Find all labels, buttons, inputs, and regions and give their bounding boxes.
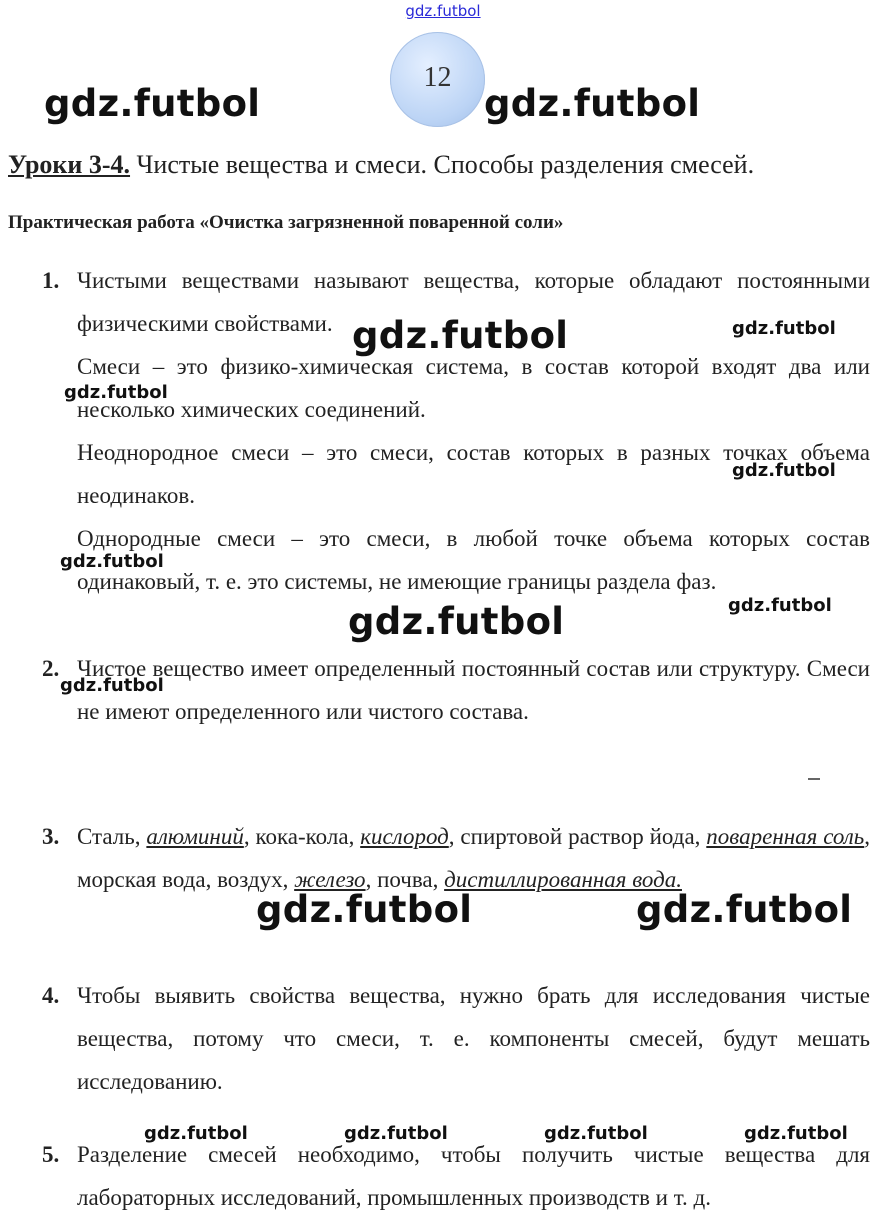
list-item-1 bbox=[42, 259, 870, 603]
pure-substance: железо bbox=[294, 867, 366, 892]
substance: спиртовой раствор йода bbox=[460, 824, 695, 849]
watermark: gdz.futbol bbox=[60, 551, 164, 572]
watermark: gdz.futbol bbox=[352, 314, 569, 357]
paragraph: Однородные смеси – это смеси, в любой точке объема которых состав одинаковый, т. е. это системы, не имеющие границы раздела фаз. bbox=[77, 526, 870, 594]
substances-list: Сталь, алюминий, кока-кола, кислород, спиртовой раствор йода, поваренная соль, морская вода, воздух, железо, почва, дистиллированная вода. bbox=[77, 824, 871, 892]
stray-mark bbox=[808, 778, 820, 780]
pure-substance: алюминий bbox=[146, 824, 244, 849]
list-item-5 bbox=[42, 1133, 870, 1219]
watermark: gdz.futbol bbox=[732, 460, 836, 481]
paragraph: Смеси – это физико-химическая система, в состав которой входят два или несколько химических соединений. bbox=[77, 354, 870, 422]
paragraph: Разделение смесей необходимо, чтобы получить чистые вещества для лабораторных исследований, промышленных производств и т. д. bbox=[77, 1142, 870, 1210]
watermark: gdz.futbol bbox=[732, 318, 836, 339]
watermark: gdz.futbol bbox=[728, 595, 832, 616]
paragraph: Чтобы выявить свойства вещества, нужно брать для исследования чистые вещества, потому что смеси, т. е. компоненты смесей, будут мешать исследованию. bbox=[77, 983, 870, 1094]
lesson-label: Уроки 3-4. bbox=[8, 150, 131, 179]
item-number: 3. bbox=[42, 824, 60, 849]
watermark: gdz.futbol bbox=[348, 600, 565, 643]
practical-work-title: Практическая работа «Очистка загрязненной поваренной соли» bbox=[8, 212, 564, 233]
item-number: 4. bbox=[42, 983, 60, 1008]
list-item-2 bbox=[42, 647, 870, 733]
watermark: gdz.futbol bbox=[60, 675, 164, 696]
item-number: 5. bbox=[42, 1142, 60, 1167]
pure-substance: дистиллированная вода. bbox=[444, 867, 682, 892]
page-number: 12 bbox=[423, 62, 452, 93]
item-number: 1. bbox=[42, 268, 60, 293]
watermark: gdz.futbol bbox=[544, 1123, 648, 1144]
watermark: gdz.futbol bbox=[744, 1123, 848, 1144]
paragraph: Неоднородное смеси – это смеси, состав которых в разных точках объема неодинаков. bbox=[77, 440, 870, 508]
watermark: gdz.futbol bbox=[484, 82, 701, 125]
substance: Сталь bbox=[77, 824, 135, 849]
substance: воздух bbox=[217, 867, 283, 892]
paragraph: Чистое вещество имеет определенный постоянный состав или структуру. Смеси не имеют определенного или чистого состава. bbox=[77, 656, 870, 724]
watermark: gdz.futbol bbox=[256, 888, 473, 931]
list-item-4 bbox=[42, 974, 870, 1103]
item-number: 2. bbox=[42, 656, 60, 681]
watermark-top-link[interactable]: gdz.futbol bbox=[405, 2, 481, 20]
watermark: gdz.futbol bbox=[144, 1123, 248, 1144]
watermark: gdz.futbol bbox=[44, 82, 261, 125]
pure-substance: кислород bbox=[360, 824, 449, 849]
lesson-heading bbox=[8, 150, 754, 180]
lesson-title: Чистые вещества и смеси. Способы разделения смесей. bbox=[130, 150, 755, 179]
watermark: gdz.futbol bbox=[344, 1123, 448, 1144]
pure-substance: поваренная соль bbox=[706, 824, 865, 849]
substance: почва bbox=[377, 867, 433, 892]
watermark: gdz.futbol bbox=[636, 888, 853, 931]
substance: кока-кола bbox=[255, 824, 349, 849]
watermark: gdz.futbol bbox=[64, 382, 168, 403]
paragraph: Чистыми веществами называют вещества, которые обладают постоянными физическими свойствами. bbox=[77, 268, 870, 336]
substance: морская вода bbox=[77, 867, 206, 892]
